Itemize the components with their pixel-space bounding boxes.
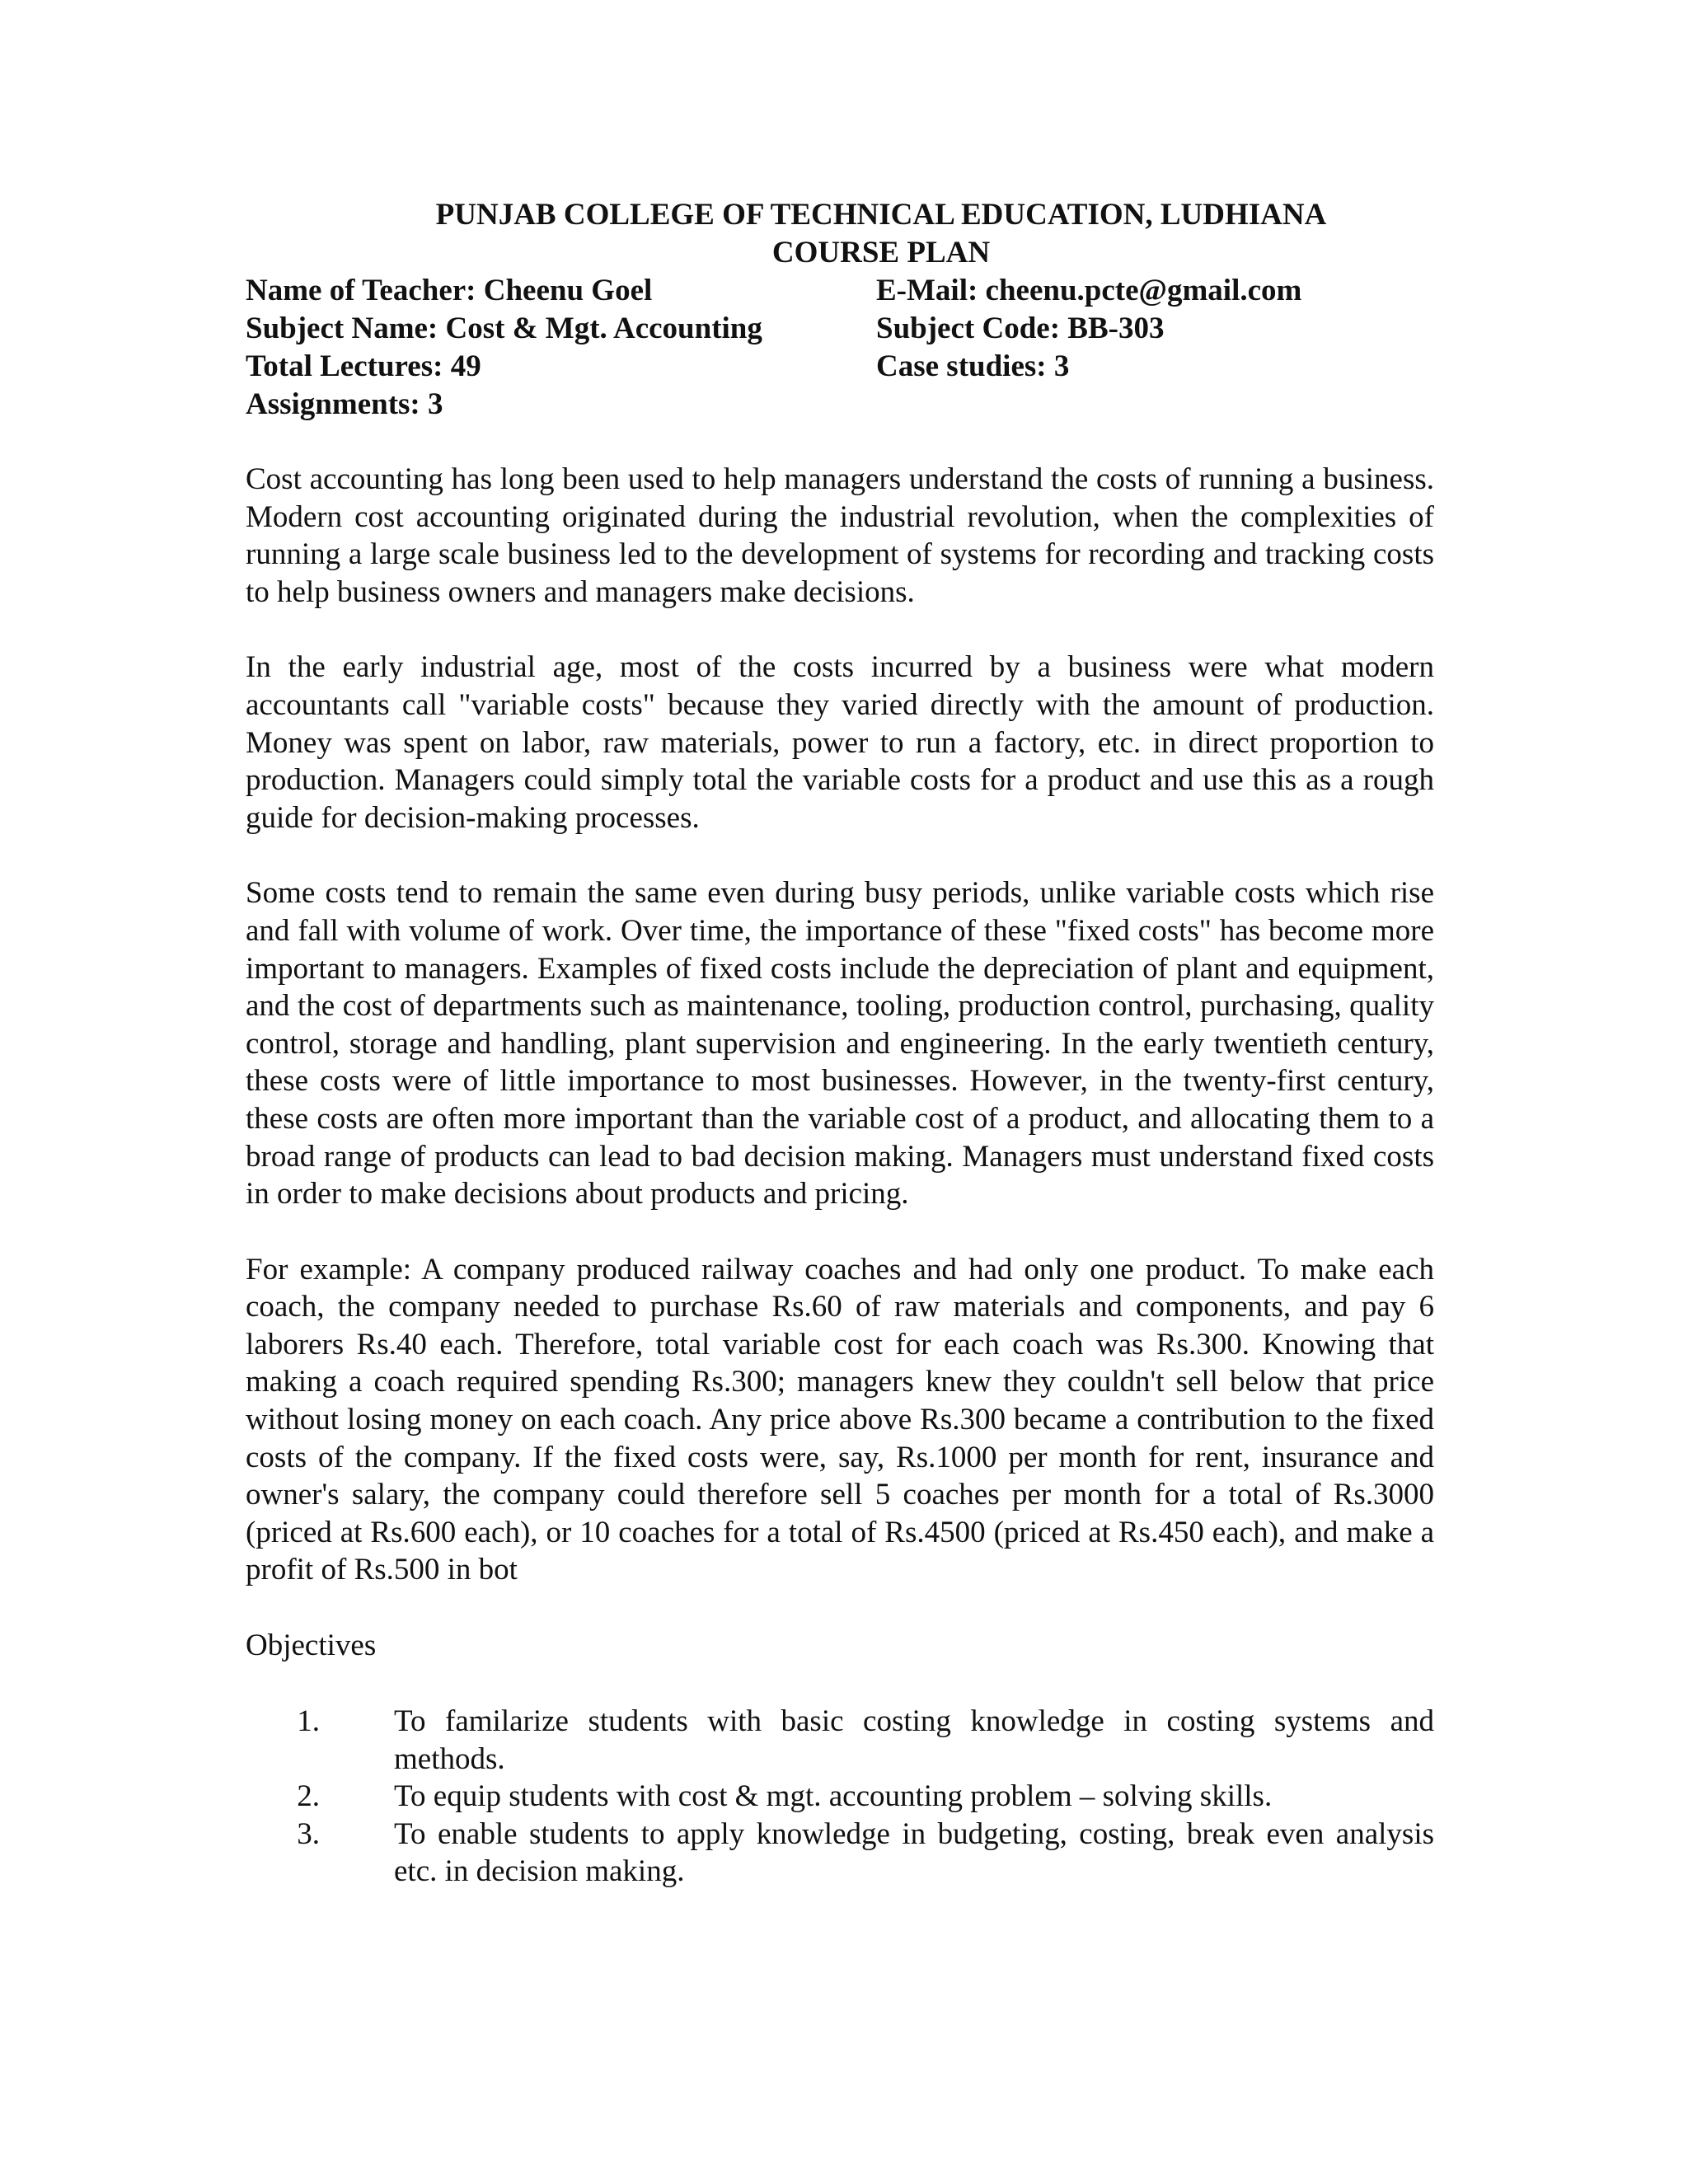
document-title: COURSE PLAN (771, 236, 991, 269)
paragraph-example: For example: A company produced railway coaches and had only one product. To make each coach, the company needed to purchase Rs.60 of raw materials and components, and pay 6 laborers Rs.40 each. Therefore, total variable cost for each coach was Rs.300. Knowing that making a coach required spending Rs.300; managers knew they couldn't sell below that price without losing money on each coach. Any price above Rs.300 became a contribution to the fixed costs of the company. If the fixed costs were, say, Rs.1000 per month for rent, insurance and owner's salary, the company could therefore sell 5 coaches per month for a total of Rs.3000 (priced at Rs.600 each), or 10 coaches for a total of Rs.4500 (priced at Rs.450 each), and make a profit of Rs.500 in bot (246, 1252, 1434, 1587)
objective-number: 3. (297, 1816, 320, 1851)
list-item (246, 1703, 1434, 1778)
total-lectures: Total Lectures: 49 (246, 349, 481, 383)
document-page (246, 196, 1434, 1891)
teacher-email: E-Mail: cheenu.pcte@gmail.com (876, 274, 1302, 307)
list-item (246, 1816, 1434, 1891)
case-studies: Case studies: 3 (876, 349, 1070, 383)
objective-number: 2. (297, 1779, 320, 1814)
objective-text: To familarize students with basic costing knowledge in costing systems and methods. (394, 1704, 1434, 1776)
objectives-list (246, 1703, 1434, 1891)
paragraph-variable-costs: In the early industrial age, most of the costs incurred by a business were what modern accountants call "variable costs" because they varied directly with the amount of production. Money was spent on labor, raw materials, power to run a factory, etc. in direct proportion to production. Managers could simply total the variable costs for a product and use this as a rough guide for decision-making processes. (246, 650, 1434, 835)
objective-text: To enable students to apply knowledge in budgeting, costing, break even analysis etc. in decision making. (394, 1816, 1434, 1889)
objective-text: To equip students with cost & mgt. accounting problem – solving skills. (394, 1779, 1273, 1814)
list-item (246, 1778, 1434, 1816)
subject-name: Subject Name: Cost & Mgt. Accounting (246, 312, 762, 345)
objective-number: 1. (297, 1704, 320, 1739)
meta-row-lectures (246, 348, 1434, 386)
assignments: Assignments: 3 (246, 387, 443, 421)
college-name: PUNJAB COLLEGE OF TECHNICAL EDUCATION, LUDHIANA (435, 198, 1327, 232)
meta-row-assignments (246, 386, 1434, 424)
meta-row-teacher (246, 272, 1434, 310)
teacher-name: Name of Teacher: Cheenu Goel (246, 274, 653, 307)
paragraph-fixed-costs: Some costs tend to remain the same even during busy periods, unlike variable costs which rise and fall with volume of work. Over time, the importance of these "fixed costs" has become more important to managers. Examples of fixed costs include the depreciation of plant and equipment, and the cost of departments such as maintenance, tooling, production control, purchasing, quality control, storage and handling, plant supervision and engineering. In the early twentieth century, these costs were of little importance to most businesses. However, in the twenty-first century, these costs are often more important than the variable cost of a product, and allocating them to a broad range of products can lead to bad decision making. Managers must understand fixed costs in order to make decisions about products and pricing. (246, 876, 1434, 1212)
objectives-heading: Objectives (246, 1629, 377, 1663)
meta-row-subject (246, 310, 1434, 348)
subject-code: Subject Code: BB-303 (876, 312, 1165, 345)
paragraph-intro: Cost accounting has long been used to help managers understand the costs of running a business. Modern cost accounting originated during the industrial revolution, when the complexities of running a large scale business led to the development of systems for recording and tracking costs to help business owners and managers make decisions. (246, 462, 1434, 609)
